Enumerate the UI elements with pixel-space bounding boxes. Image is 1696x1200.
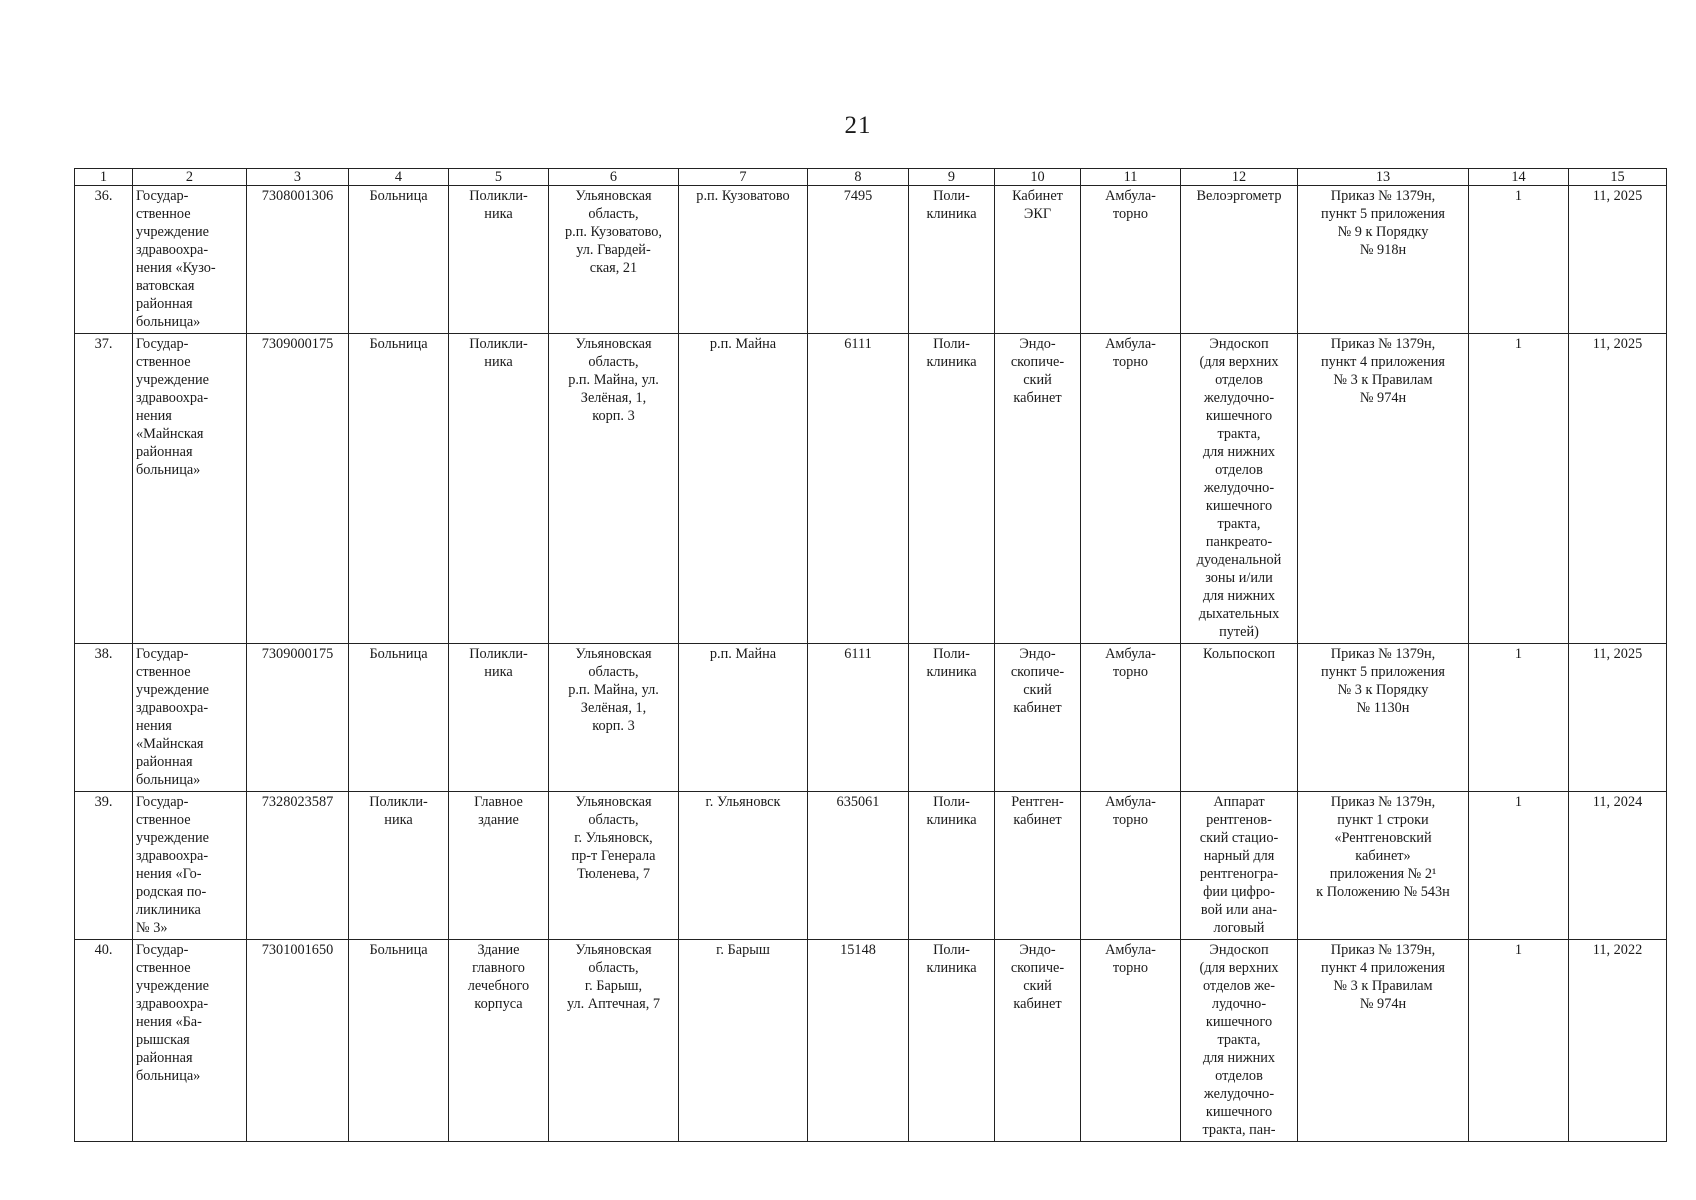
cell-row-number: 37. xyxy=(75,334,133,644)
table-row xyxy=(75,792,1667,940)
cell-quantity: 1 xyxy=(1469,186,1569,334)
cell-locality: р.п. Майна xyxy=(679,334,808,644)
cell-row-number: 36. xyxy=(75,186,133,334)
cell-inn-code: 7301001650 xyxy=(247,940,349,1142)
cell-equipment-name: Аппарат рентгенов- ский стацио- нарный для рентгеногра- фии цифро- вой или ана- логовый xyxy=(1181,792,1298,940)
column-header: 8 xyxy=(808,169,909,186)
column-header: 6 xyxy=(549,169,679,186)
cell-delivery-term: 11, 2025 xyxy=(1569,334,1667,644)
cell-room-name: Кабинет ЭКГ xyxy=(995,186,1081,334)
cell-row-number: 39. xyxy=(75,792,133,940)
column-header: 15 xyxy=(1569,169,1667,186)
cell-equipment-name: Эндоскоп (для верхних отделов желудочно- кишечного тракта, для нижних отделов желудочно- кишечного тракта, панкреато- дуоденальной зоны и/или для нижних дыхательных путей) xyxy=(1181,334,1298,644)
cell-organization-type: Больница xyxy=(349,334,449,644)
cell-population: 6111 xyxy=(808,334,909,644)
column-header: 14 xyxy=(1469,169,1569,186)
cell-care-form: Амбула- торно xyxy=(1081,334,1181,644)
column-header: 4 xyxy=(349,169,449,186)
cell-room-name: Эндо- скопиче- ский кабинет xyxy=(995,334,1081,644)
cell-subdivision: Главное здание xyxy=(449,792,549,940)
cell-care-form: Амбула- торно xyxy=(1081,792,1181,940)
column-header: 1 xyxy=(75,169,133,186)
table-row xyxy=(75,644,1667,792)
cell-subdivision: Поликли- ника xyxy=(449,644,549,792)
cell-equipment-name: Эндоскоп (для верхних отделов же- лудочно- кишечного тракта, для нижних отделов желудочно- кишечного тракта, пан- xyxy=(1181,940,1298,1142)
cell-locality: р.п. Кузоватово xyxy=(679,186,808,334)
column-number-row xyxy=(75,169,1667,186)
cell-legal-basis: Приказ № 1379н, пункт 5 приложения № 9 к Порядку № 918н xyxy=(1298,186,1469,334)
cell-address: Ульяновская область, р.п. Майна, ул. Зелёная, 1, корп. 3 xyxy=(549,644,679,792)
cell-row-number: 38. xyxy=(75,644,133,792)
cell-locality: г. Ульяновск xyxy=(679,792,808,940)
cell-care-form: Амбула- торно xyxy=(1081,940,1181,1142)
cell-legal-basis: Приказ № 1379н, пункт 4 приложения № 3 к Правилам № 974н xyxy=(1298,334,1469,644)
cell-delivery-term: 11, 2024 xyxy=(1569,792,1667,940)
cell-subdivision: Поликли- ника xyxy=(449,334,549,644)
cell-organization-name: Государ- ственное учреждение здравоохра- нения «Майнская районная больница» xyxy=(133,334,247,644)
column-header: 2 xyxy=(133,169,247,186)
column-header: 3 xyxy=(247,169,349,186)
cell-address: Ульяновская область, р.п. Майна, ул. Зелёная, 1, корп. 3 xyxy=(549,334,679,644)
cell-equipment-name: Велоэргометр xyxy=(1181,186,1298,334)
cell-quantity: 1 xyxy=(1469,644,1569,792)
cell-organization-name: Государ- ственное учреждение здравоохра- нения «Го- родская по- ликлиника № 3» xyxy=(133,792,247,940)
cell-equipment-name: Кольпоскоп xyxy=(1181,644,1298,792)
cell-inn-code: 7309000175 xyxy=(247,334,349,644)
cell-delivery-term: 11, 2022 xyxy=(1569,940,1667,1142)
cell-room-name: Эндо- скопиче- ский кабинет xyxy=(995,940,1081,1142)
cell-organization-name: Государ- ственное учреждение здравоохра- нения «Кузо- ватовская районная больница» xyxy=(133,186,247,334)
cell-structural-unit: Поли- клиника xyxy=(909,792,995,940)
cell-quantity: 1 xyxy=(1469,334,1569,644)
cell-inn-code: 7328023587 xyxy=(247,792,349,940)
cell-quantity: 1 xyxy=(1469,940,1569,1142)
cell-quantity: 1 xyxy=(1469,792,1569,940)
cell-care-form: Амбула- торно xyxy=(1081,644,1181,792)
cell-inn-code: 7309000175 xyxy=(247,644,349,792)
column-header: 7 xyxy=(679,169,808,186)
page-number: 21 xyxy=(844,112,872,139)
table-body xyxy=(75,186,1667,1142)
cell-population: 7495 xyxy=(808,186,909,334)
cell-structural-unit: Поли- клиника xyxy=(909,940,995,1142)
cell-row-number: 40. xyxy=(75,940,133,1142)
column-header: 11 xyxy=(1081,169,1181,186)
column-header: 13 xyxy=(1298,169,1469,186)
cell-legal-basis: Приказ № 1379н, пункт 1 строки «Рентгеновский кабинет» приложения № 2¹ к Положению № 543н xyxy=(1298,792,1469,940)
cell-organization-type: Больница xyxy=(349,186,449,334)
cell-organization-name: Государ- ственное учреждение здравоохра- нения «Майнская районная больница» xyxy=(133,644,247,792)
cell-care-form: Амбула- торно xyxy=(1081,186,1181,334)
cell-locality: г. Барыш xyxy=(679,940,808,1142)
cell-population: 6111 xyxy=(808,644,909,792)
cell-room-name: Эндо- скопиче- ский кабинет xyxy=(995,644,1081,792)
cell-locality: р.п. Майна xyxy=(679,644,808,792)
table-row xyxy=(75,940,1667,1142)
column-header: 10 xyxy=(995,169,1081,186)
table-row xyxy=(75,334,1667,644)
cell-inn-code: 7308001306 xyxy=(247,186,349,334)
cell-structural-unit: Поли- клиника xyxy=(909,644,995,792)
cell-room-name: Рентген- кабинет xyxy=(995,792,1081,940)
cell-delivery-term: 11, 2025 xyxy=(1569,644,1667,792)
column-header: 9 xyxy=(909,169,995,186)
cell-organization-type: Больница xyxy=(349,644,449,792)
table-row xyxy=(75,186,1667,334)
column-header: 12 xyxy=(1181,169,1298,186)
cell-subdivision: Поликли- ника xyxy=(449,186,549,334)
equipment-table xyxy=(74,168,1667,1142)
column-header: 5 xyxy=(449,169,549,186)
cell-address: Ульяновская область, г. Барыш, ул. Аптечная, 7 xyxy=(549,940,679,1142)
cell-legal-basis: Приказ № 1379н, пункт 4 приложения № 3 к Правилам № 974н xyxy=(1298,940,1469,1142)
cell-population: 635061 xyxy=(808,792,909,940)
cell-address: Ульяновская область, г. Ульяновск, пр-т Генерала Тюленева, 7 xyxy=(549,792,679,940)
cell-organization-type: Поликли- ника xyxy=(349,792,449,940)
cell-legal-basis: Приказ № 1379н, пункт 5 приложения № 3 к Порядку № 1130н xyxy=(1298,644,1469,792)
cell-subdivision: Здание главного лечебного корпуса xyxy=(449,940,549,1142)
cell-address: Ульяновская область, р.п. Кузоватово, ул. Гвардей- ская, 21 xyxy=(549,186,679,334)
cell-organization-name: Государ- ственное учреждение здравоохра- нения «Ба- рышская районная больница» xyxy=(133,940,247,1142)
cell-organization-type: Больница xyxy=(349,940,449,1142)
cell-population: 15148 xyxy=(808,940,909,1142)
cell-delivery-term: 11, 2025 xyxy=(1569,186,1667,334)
cell-structural-unit: Поли- клиника xyxy=(909,186,995,334)
cell-structural-unit: Поли- клиника xyxy=(909,334,995,644)
